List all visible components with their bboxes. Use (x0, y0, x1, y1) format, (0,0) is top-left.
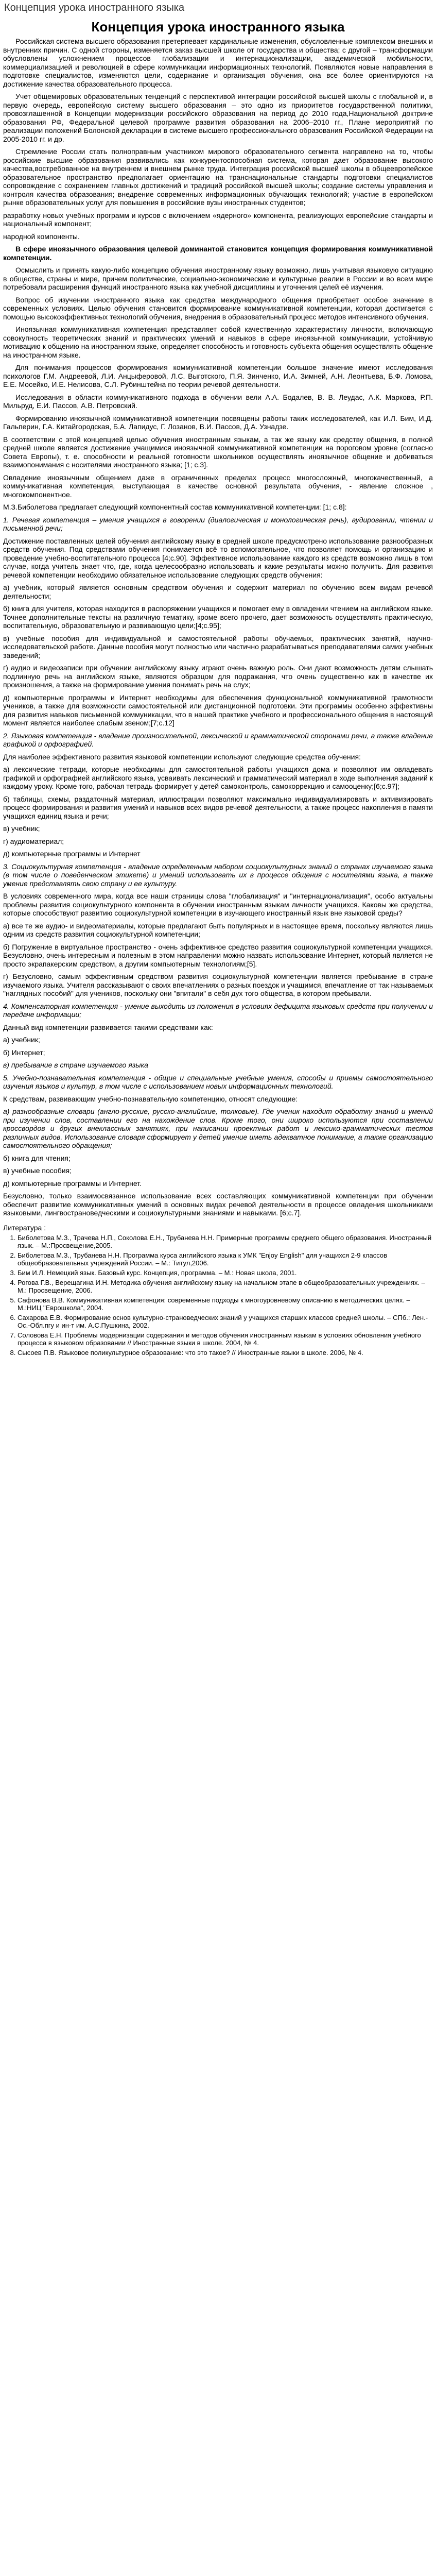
paragraph: Формированию иноязычной коммуникативной компетенции посвящены работы таких исследователей, как И.Л. Бим, И.Д. Гальперин, Г.А. Китайгородская, Б.А. Лапидус, Г. Лозанов, В.И. Пассов, Д.А. Узнадзе. (3, 414, 433, 431)
paragraph: В соответствии с этой концепцией целью обучения иностранным языкам, а так же языку как средству общения, в полной средней школе является достижение учащимися иноязычной коммуникативной компетенции на пороговом уровне (согласно Совета Европы), т. е. способности и реальной готовности школьников осуществлять иноязычное общение и добиваться взаимопонимания с носителями иностранного языка; [1; с.3]. (3, 435, 433, 469)
paragraph: Учет общемировых образовательных тенденций с перспективой интеграции российской высшей школы с глобальной и, в первую очередь, европейскую систему высшего образования – это одно из приоритетов государственной политики, провозглашенной в Концепции модернизации российского образования на период до 2010 года,Национальной доктрине образования РФ, Федеральной целевой программе развития образования на 2006–2010 гг., Плане мероприятий по реализации положений Болонской декларации в системе высшего профессионального образования Российской Федерации на 2005-2010 гг. и др. (3, 92, 433, 143)
paragraph: Данный вид компетенции развивается такими средствами как: (3, 1023, 213, 1031)
paragraph: В условиях современного мира, когда все наши страницы слова "глобализация" и "интернационализация", особо актуальны проблемы развития социокультурного компонента в обучении иностранным языкам личности учащихся. Каковы же средства, которые способствуют развитию социокультурной компетенции в изучающего иностранный язык вне языковой среды? (3, 892, 433, 917)
paragraph: Осмыслить и принять какую-либо концепцию обучения иностранному языку возможно, лишь учитывая языковую ситуацию в обществе, страны и мире, причем политические, социально-экономические и культурные реалии в России и во всем мире потребовали расширения функций иностранного языка как учебной дисциплины и уточнения целей её изучения. (3, 266, 433, 291)
tab-title: Концепция урока иностранного языка (4, 2, 185, 13)
paragraph: а) лексические тетради, которые необходимы для самостоятельной работы учащихся дома и позволяют им овладевать графикой и орфографией английского языка, усваивать лексический и грамматический материал в ходе выполнения заданий к каждому уроку. Кроме того, рабочая тетрадь формирует у детей самоконтроль, самокоррекцию и самооценку;[6;с.97]; (3, 765, 433, 790)
paragraph: в) пребывание в стране изучаемого языка (3, 1061, 148, 1069)
paragraph: д) компьютерные программы и Интернет. (3, 1179, 142, 1188)
paragraph: В сфере иноязычного образования целевой доминантой становится концепция формирования коммуникативной компетенции. (3, 245, 433, 262)
reference-item: 8. Сысоев П.В. Языковое поликультурное образование: что это такое? // Иностранные языки в школе. 2006, № 4. (18, 1349, 433, 1357)
reference-item: 1. Биболетова М.З., Трачева Н.П., Соколова Е.Н., Трубанева Н.Н. Примерные программы среднего общего образования. Иностранный язык. – М.:Просвещение,2005. (18, 1234, 433, 1249)
paragraph: Безусловно, только взаимосвязанное использование всех составляющих коммуникативной компетенции при обучении обеспечит развитие коммуникативных умений в основных видах речевой деятельности в процессе овладения школьниками языковыми, лингвострановедческими и социокультурными знаниями и навыками. [6;с.7]. (3, 1192, 433, 1217)
paragraph: б) таблицы, схемы, раздаточный материал, иллюстрации позволяют максимально индивидуализировать и активизировать процесс формирования и развития умений и навыков всех видов речевой деятельности, а также процесс накопления в памяти учащихся единиц языка и речи; (3, 794, 433, 820)
paragraph: б) книга для учителя, которая находится в распоряжении учащихся и помогает ему в овладении чтением на английском языке. Точнее дополнительные тексты на различную тематику, кроме всего прочего, дает возможность осуществлять практическую, воспитательную, образовательную и развивающую цели;[4;с.95]; (3, 604, 433, 630)
reference-item: 5. Сафонова В.В. Коммуникативная компетенция: современные подходы к многоуровневому описанию в методических целях. – М.:НИЦ "Еврошкола", 2004. (18, 1296, 433, 1312)
paragraph: Достижение поставленных целей обучения английскому языку в средней школе предусмотрено использование разнообразных средств обучения. Под средствами обучения понимается всё то вспомогательное, что позволяет помощь и организацию и проведение учебно-воспитательного процесса [4;с.90]. Эффективное использование каждого из средств возможно лишь в том случае, когда учитель знает что, где, когда целесообразно использовать и какие результаты можно получить. Для развития речевой компетенции необходимо обязательное использование следующих средств обучения: (3, 536, 433, 579)
paragraph: в) учебник; (3, 824, 40, 833)
reference-item: 6. Сахарова Е.В. Формирование основ культурно-страноведческих знаний у учащихся старших классов средней школы. – СПб.: Лен.-Ос.-Обл.пгу и ин-т им. А.С.Пушкина, 2002. (18, 1314, 433, 1329)
paragraph: 1. Речевая компетенция – умения учащихся в говорении (диалогическая и монологическая речь), аудировании, чтении и письменной речи; (3, 515, 433, 532)
paragraph: г) Безусловно, самым эффективным средством развития социокультурной компетенции является пребывание в стране изучаемого языка. Учителя рассказывают о своих впечатлениях о разных поездок и учащимся, впечатление от так называемых "наглядных пособий" для учеников, поскольку они "впитали" в себя дух того общества, в котором пребывали. (3, 972, 433, 997)
paragraph: Стремление России стать полноправным участником мирового образовательного сегмента направлено на то, чтобы российские высшие образования развивались как конкурентоспособная система, которая дает образование высокого качества,востребованное на внутреннем и внешнем рынке труда. Интеграция российской высшей школы в общеевропейское образовательное пространство предполагает ориентацию на транснациональные стандарты подготовки специалистов сопровождение с сохранением главных достижений и традиций российской высшей школы; создание системы управления и контроля качества образования; внедрение современных информационных обучающих технологий; участие в европейском рынке образовательных услуг для повышения в российские вузы иностранных студентов; (3, 147, 433, 207)
paragraph: а) все те же аудио- и видеоматериалы, которые предлагают быть популярных и в настоящее время, поскольку являются лишь одним из средств развития социокультурной компетенции; (3, 921, 433, 938)
references-list (3, 1234, 433, 1357)
paragraph: 4. Компенсаторная компетенция - умение выходить из положения в условиях дефицита языковых средств при получении и передаче информации; (3, 1002, 433, 1019)
paragraph: а) учебник; (3, 1036, 40, 1044)
paragraph: Овладение иноязычным общением даже в ограниченных пределах процесс многосложный, многокачественный, а коммуникативная компетенция, выступающая в качестве основной результата обучения, - явление сложное , многокомпонентное. (3, 473, 433, 499)
paragraph: д) компьютерные программы и Интернет (3, 850, 141, 858)
paragraph: б) книга для чтения; (3, 1154, 71, 1162)
paragraph: Исследования в области коммуникативного подхода в обучении вели А.А. Бодалев, В. В. Леудас, А.К. Маркова, Р.П. Мильруд, Е.И. Пассов, А.В. Петровский. (3, 393, 433, 410)
paragraph: в) учебные пособия для индивидуальной и самостоятельной работы обучаемых, практических занятий, научно-исследовательской работе. Данные пособия могут полностью или частично разрабатываться преподавателями самих учебных заведений; (3, 634, 433, 659)
reference-item: 7. Соловова Е.Н. Проблемы модернизации содержания и методов обучения иностранным языкам в условиях обновления учебного процесса в языковом образовании // Иностранные языки в школе. 2004, № 4. (18, 1331, 433, 1347)
paragraph: б) Интернет; (3, 1048, 45, 1057)
paragraph: Вопрос об изучении иностранного языка как средства международного общения приобретает особое значение в современных условиях. Целью обучения становится формирование коммуникативной компетенции, которая достигается с помощью высокоэффективных технологий обучения, внедрения в образовательный процесс методов интенсивного обучения. (3, 295, 433, 321)
references-title: Литература : (3, 1223, 46, 1232)
paragraph: д) компьютерные программы и Интернет необходимы для обеспечения функциональной коммуникативной грамотности учеников, а также для возможности самостоятельной или дистанционной подготовки. Эти программы особенно эффективны для развития навыков письменной коммуникации, что в нашей практике учебного и профессионального общения в настоящий момент является наиболее слабым звеном;[7;с.12] (3, 693, 433, 727)
paragraph: разработку новых учебных программ и курсов с включением «ядерного» компонента, реализующих европейские стандарты и национальный компонент; (3, 211, 433, 228)
paragraph: а) учебник, который является основным средством обучения и содержит материал по обучению всем видам речевой деятельности; (3, 583, 433, 600)
document-title: Концепция урока иностранного языка (91, 19, 345, 35)
paragraph: Российская система высшего образования претерпевает кардинальные изменения, обусловленные комплексом внешних и внутренних причин. С одной стороны, изменяется заказ высшей школе от государства и общества; с другой – трансформации обусловлены усложнением процессов глобализации и интернационализации, академической мобильности, коммерциализацией и революцией в сфере коммуникации информационных технологий. Появляются новые направления в подготовке специалистов, изменяются цели, содержание и организация обучения, она все более ориентируются на достижение качества образовательного процесса. (3, 37, 433, 88)
paragraph: г) аудиоматериал; (3, 837, 64, 845)
reference-item: 2. Биболетова М.З., Трубанева Н.Н. Программа курса английского языка к УМК "Enjoy English" для учащихся 2-9 классов общеобразовательных учреждений России. – М.: Титул,2006. (18, 1251, 433, 1267)
document-body (0, 20, 436, 1357)
paragraph: б) Погружение в виртуальное пространство - очень эффективное средство развития социокультурной компетенции учащихся. Безусловно, очень интересным и полезным в этом направлении можно назвать использование Интернет, который является не просто экрапакерским средством, а другим компьютерным технологиям;[5]. (3, 942, 433, 968)
paragraph: а) разнообразные словари (англо-русские, русско-английские, толковые). Где ученик находит обработку знаний и умений при изучении слов, составлении его на нахождение слов. Кроме того, они широко используются при составлении кроссвордов и других внеклассных занятиях, при написании проектных работ и лексико-грамматических тестов различных видов. Использование словаря сформирует у детей умение иметь адекватное понимание, а также организацию самостоятельного обращения; (3, 1107, 433, 1149)
paragraph: в) учебные пособия; (3, 1166, 72, 1175)
paragraph: Для понимания процессов формирования коммуникативной компетенции большое значение имеют исследования психологов Г.М. Андреевой, Л.И. Анцыферовой, Л.С. Выготского, П.Я. Зинченко, И.А. Зимней, А.Н. Леонтьева, Б.Ф. Ломова, Е.Е. Мосейко, И.Е. Нелисова, С.Л. Рубинштейна по теории речевой деятельности. (3, 363, 433, 388)
paragraph: К средствам, развивающим учебно-познавательную компетенцию, относят следующие: (3, 1094, 298, 1103)
paragraph: М.З.Биболетова предлагает следующий компонентный состав коммуникативной компетенции: [1; с.8]: (3, 503, 347, 511)
reference-item: 4. Рогова Г.В., Верещагина И.Н. Методика обучения английскому языку на начальном этапе в общеобразовательных учреждениях. – М.: Просвещение, 2006. (18, 1279, 433, 1294)
reference-item: 3. Бим И.Л. Немецкий язык. Базовый курс. Концепция, программа. – М.: Новая школа, 2001. (18, 1269, 433, 1277)
paragraph: 3. Социокультурная компетенция - владение определенным набором социокультурных знаний о странах изучаемого языка (в том числе о поведенческом этикете) и умений использовать их в процессе общения с носителями языка, а также умение представлять свою страну и ее культуру. (3, 862, 433, 888)
paragraph: 5. Учебно-познавательная компетенция - общие и специальные учебные умения, способы и приемы самостоятельного изучения языков и культур, в том числе с использованием новых информационных технологий. (3, 1073, 433, 1090)
paragraph: 2. Языковая компетенция - владение произносительной, лексической и грамматической сторонами речи, а также владение графикой и орфографией. (3, 731, 433, 748)
paragraph: г) аудио и видеозаписи при обучении английскому языку играют очень важную роль. Они дают возможность детям слышать подлинную речь на английском языке, являются образцом для подражания, что очень существенно как в качестве их произношения, а также на формирование умения понимать речь на слух; (3, 664, 433, 689)
paragraph: Иноязычная коммуникативная компетенция представляет собой качественную характеристику личности, включающую совокупность теоретических знаний и практических умений и навыков в сфере иноязычной коммуникации, устойчивую мотивацию к общению на иностранном языке, определяет способность и готовность субъекта общения осуществлять общение на иностранном языке. (3, 325, 433, 359)
paragraph: Для наиболее эффективного развития языковой компетенции используют следующие средства обучения: (3, 752, 361, 761)
paragraph: народной компоненты. (3, 232, 80, 241)
